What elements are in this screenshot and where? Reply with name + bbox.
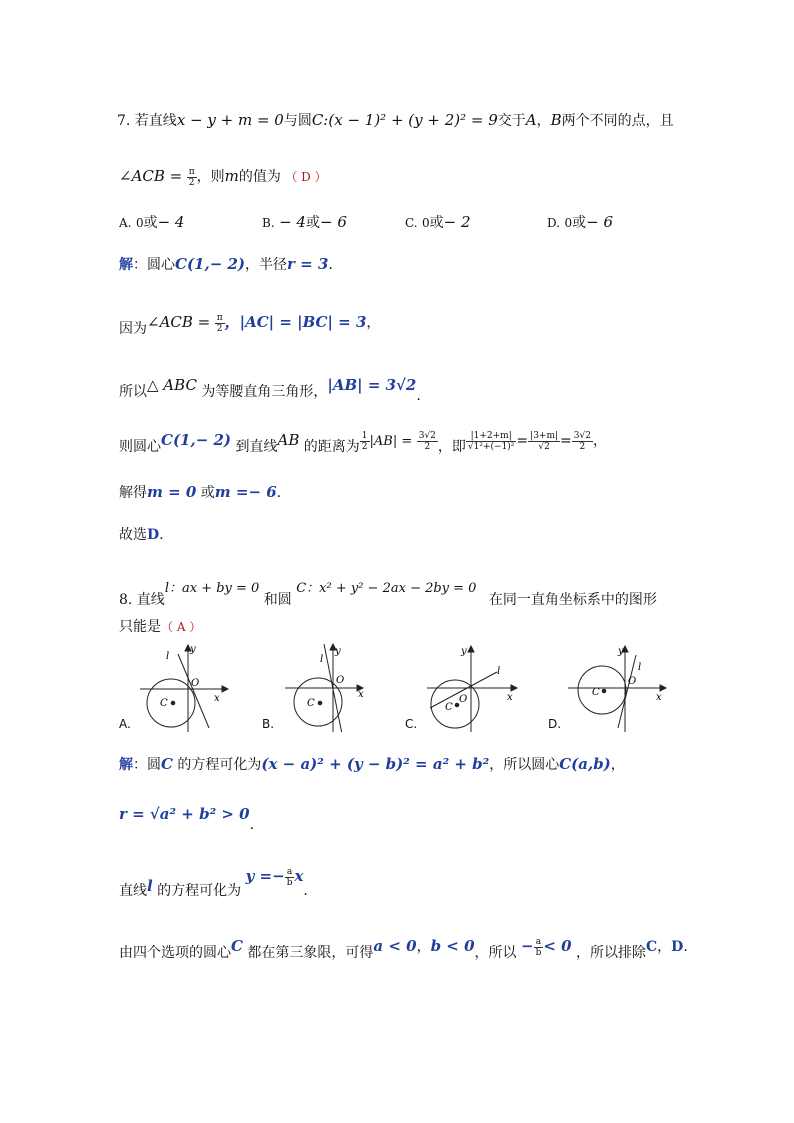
svg-text:O: O: [336, 675, 345, 686]
figure-a: [140, 642, 230, 732]
q7-option-d: D. 0或− 6: [547, 213, 613, 231]
q7-option-c: C. 0或− 2: [405, 213, 471, 231]
svg-text:l: l: [497, 666, 501, 677]
figure-b: [285, 642, 375, 732]
x-label: x: [214, 693, 220, 704]
q8-solution-line4: 由四个选项的圆心C 都在第三象限，可得a < 0，b < 0，所以 − $\frac{a}{b}$ < 0 ，所以排除C，D.: [119, 936, 688, 961]
q7-option-b: B. − 4或− 6: [262, 213, 347, 231]
svg-text:C: C: [445, 702, 453, 713]
q7-solution-line1: 解：圆心C(1,− 2)，半径r = 3.: [119, 255, 333, 273]
figure-d: [568, 642, 668, 732]
y-label: y: [190, 644, 196, 655]
origin-label: O: [191, 678, 200, 689]
q8-line-equation: l：ax + by = 0: [164, 581, 260, 596]
q7-circle-equation: C:(x − 1)² + (y + 2)² = 9: [311, 111, 498, 129]
figure-b-label: B.: [262, 717, 275, 731]
q8-number: 8. 直线: [119, 592, 165, 608]
q7-solution-line3: 所以△ ABC 为等腰直角三角形，|AB| = 3√2.: [119, 376, 421, 404]
q8-answer: （ A ）: [161, 620, 202, 634]
svg-text:O: O: [459, 694, 468, 705]
q7-line-equation: x − y + m = 0: [176, 111, 284, 129]
q7-stem-line1: 7. 若直线x − y + m = 0与圆C:(x − 1)² + (y + 2)² = 9交于A，B两个不同的点，且: [117, 111, 674, 129]
line-l-label: l: [166, 651, 170, 662]
center-label: C: [160, 698, 168, 709]
figure-d-label: D.: [548, 717, 562, 731]
q8-stem-line2: 只能是（ A ）: [119, 619, 202, 635]
figure-c-label: C.: [405, 717, 418, 731]
q7-solution-line4: 则圆心C(1,− 2) 到直线AB 的距离为 $\frac{1}{2}$ |AB| = $\frac{3√2}{2}$ ，即 $\frac{|1+2+m|}{\text{√1²+(−1)²}}$ = $\frac{|3+m|}{√2}$ = $\frac{3√2}{2}$ ，: [119, 430, 607, 455]
q8-solution-line3: 直线l 的方程可化为 y =− $\frac{a}{b}$ x.: [119, 866, 308, 899]
x-arrow: [222, 686, 228, 692]
line-l: [178, 654, 209, 728]
svg-text:C: C: [307, 698, 315, 709]
figure-c: [425, 642, 520, 732]
q7-solution-line2: 因为∠ACB = $\frac{\pi}{2}$ ，|AC| = |BC| = 3，: [119, 312, 381, 337]
figure-a-label: A.: [119, 717, 131, 731]
svg-text:x: x: [358, 689, 364, 700]
q8-solution-line2: r = √a² + b² > 0.: [119, 805, 255, 833]
q8-solution-line1: 解：圆C 的方程可化为(x − a)² + (y − b)² = a² + b²，所以圆心C(a,b)，: [119, 755, 625, 773]
svg-text:l: l: [638, 662, 642, 673]
q8-stem-line1: 8. 直线l：ax + by = 0 和圆 C：x² + y² − 2ax − 2by = 0 在同一直角坐标系中的图形: [119, 581, 657, 608]
q7-answer: （ D ）: [285, 170, 327, 184]
q7-stem-line2: ∠ACB = $\frac{\pi}{2}$ ，则m的值为 （ D ）: [119, 166, 327, 188]
svg-text:y: y: [335, 646, 341, 657]
q7-solution-line5: 解得m = 0 或m =− 6.: [119, 483, 282, 501]
svg-text:l: l: [320, 654, 324, 665]
svg-text:O: O: [628, 676, 637, 687]
q8-circle-equation: C：x² + y² − 2ax − 2by = 0: [296, 581, 477, 596]
svg-text:y: y: [461, 646, 467, 657]
q7-number: 7. 若直线: [117, 113, 177, 129]
svg-text:y: y: [618, 646, 624, 657]
q7-angle: ∠ACB =: [119, 167, 183, 185]
q7-option-a: A. 0或− 4: [119, 213, 185, 231]
svg-text:x: x: [507, 692, 513, 703]
svg-text:C: C: [592, 687, 600, 698]
svg-text:x: x: [656, 692, 662, 703]
q7-solution-line6: 故选D.: [119, 527, 164, 543]
